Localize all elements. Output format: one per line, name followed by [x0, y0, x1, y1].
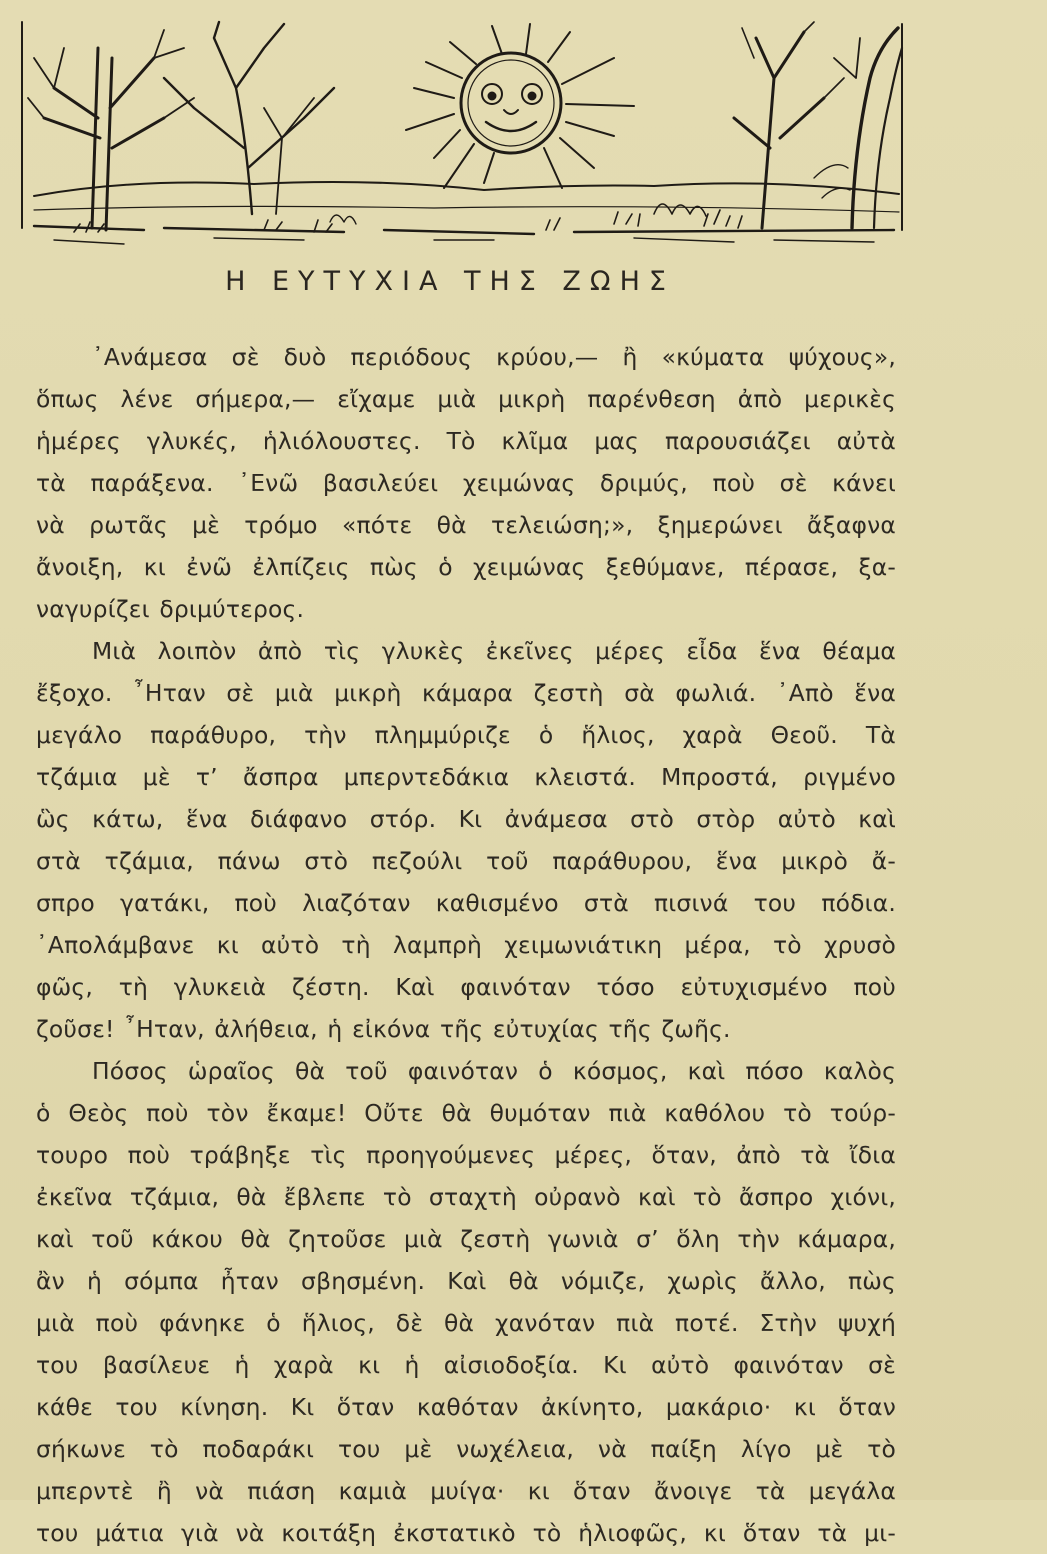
- text-line: ὁ Θεὸς ποὺ τὸν ἔκαμε! Οὔτε θὰ θυμόταν πιὰ καθόλου τὸ τούρ-: [36, 1099, 896, 1127]
- text-line: μεγάλο παράθυρο, τὴν πλημμύριζε ὁ ἥλιος, χαρὰ Θεοῦ. Τὰ: [36, 721, 896, 749]
- text-line: ὅπως λένε σήμερα,— εἴχαμε μιὰ μικρὴ παρένθεση ἀπὸ μερικὲς: [36, 385, 896, 413]
- text-line: Πόσος ὡραῖος θὰ τοῦ φαινόταν ὁ κόσμος, καὶ πόσο καλὸς: [92, 1057, 896, 1085]
- text-line: ἐκεῖνα τζάμια, θὰ ἔβλεπε τὸ σταχτὴ οὐρανὸ καὶ τὸ ἄσπρο χιόνι,: [36, 1183, 896, 1211]
- text-line: ἡμέρες γλυκές, ἡλιόλουστες. Τὸ κλῖμα μας παρουσιάζει αὐτὰ: [36, 427, 896, 455]
- text-line: ναγυρίζει δριμύτερος.: [36, 595, 305, 623]
- text-line: ἂν ἡ σόμπα ἦταν σβησμένη. Καὶ θὰ νόμιζε, χωρὶς ἄλλο, πὼς: [36, 1267, 896, 1295]
- text-line: τζάμια μὲ τ’ ἄσπρα μπερντεδάκια κλειστά. Μπροστά, ριγμένο: [36, 763, 896, 791]
- text-line: φῶς, τὴ γλυκειὰ ζέστη. Καὶ φαινόταν τόσο εὐτυχισμένο ποὺ: [36, 973, 896, 1001]
- text-line: νὰ ρωτᾶς μὲ τρόμο «πότε θὰ τελειώση;», ξημερώνει ἄξαφνα: [36, 511, 896, 539]
- text-line: καὶ τοῦ κάκου θὰ ζητοῦσε μιὰ ζεστὴ γωνιὰ σ’ ὅλη τὴν κάμαρα,: [36, 1225, 896, 1253]
- text-line: μπερντὲ ἢ νὰ πιάση καμιὰ μυίγα· κι ὅταν ἄνοιγε τὰ μεγάλα: [36, 1477, 896, 1505]
- text-line: του μάτια γιὰ νὰ κοιτάξη ἐκστατικὸ τὸ ἡλιοφῶς, κι ὅταν τὰ μι-: [36, 1519, 896, 1547]
- text-line: ᾿Απολάμβανε κι αὐτὸ τὴ λαμπρὴ χειμωνιάτικη μέρα, τὸ χρυσὸ: [36, 931, 896, 959]
- text-line: ᾿Ανάμεσα σὲ δυὸ περιόδους κρύου,— ἢ «κύματα ψύχους»,: [92, 343, 896, 371]
- text-line: ἄνοιξη, κι ἐνῶ ἐλπίζεις πὼς ὁ χειμώνας ξεθύμανε, πέρασε, ξα-: [36, 553, 896, 581]
- sun-landscape-drawing: [14, 18, 909, 250]
- text-line: τὰ παράξενα. ᾿Ενῶ βασιλεύει χειμώνας δριμύς, ποὺ σὲ κάνει: [36, 469, 896, 497]
- text-line: του βασίλευε ἡ χαρὰ κι ἡ αἰσιοδοξία. Κι αὐτὸ φαινόταν σὲ: [36, 1351, 896, 1379]
- text-line: ἔξοχο. ῏Ηταν σὲ μιὰ μικρὴ κάμαρα ζεστὴ σὰ φωλιά. ᾿Απὸ ἕνα: [36, 679, 896, 707]
- text-line: τουρο ποὺ τράβηξε τὶς προηγούμενες μέρες, ὅταν, ἀπὸ τὰ ἴδια: [36, 1141, 896, 1169]
- article-title: Η ΕΥΤΥΧΙΑ ΤΗΣ ΖΩΗΣ: [225, 266, 675, 297]
- text-line: μιὰ ποὺ φάνηκε ὁ ἥλιος, δὲ θὰ χανόταν πιὰ ποτέ. Στὴν ψυχή: [36, 1309, 896, 1337]
- text-line: σπρο γατάκι, ποὺ λιαζόταν καθισμένο στὰ πισινά του πόδια.: [36, 889, 896, 917]
- text-line: στὰ τζάμια, πάνω στὸ πεζούλι τοῦ παράθυρου, ἕνα μικρὸ ἄ-: [36, 847, 896, 875]
- header-illustration: [14, 18, 909, 250]
- article-body: [36, 336, 896, 1554]
- text-line: κάθε του κίνηση. Κι ὅταν καθόταν ἀκίνητο, μακάριο· κι ὅταν: [36, 1393, 896, 1421]
- text-line: ὣς κάτω, ἕνα διάφανο στόρ. Κι ἀνάμεσα στὸ στὸρ αὐτὸ καὶ: [36, 805, 896, 833]
- text-line: ζοῦσε! ῏Ηταν, ἀλήθεια, ἡ εἰκόνα τῆς εὐτυχίας τῆς ζωῆς.: [36, 1015, 731, 1043]
- text-line: Μιὰ λοιπὸν ἀπὸ τὶς γλυκὲς ἐκεῖνες μέρες εἶδα ἕνα θέαμα: [92, 637, 896, 665]
- text-line: σήκωνε τὸ ποδαράκι του μὲ νωχέλεια, νὰ παίξη λίγο μὲ τὸ: [36, 1435, 896, 1463]
